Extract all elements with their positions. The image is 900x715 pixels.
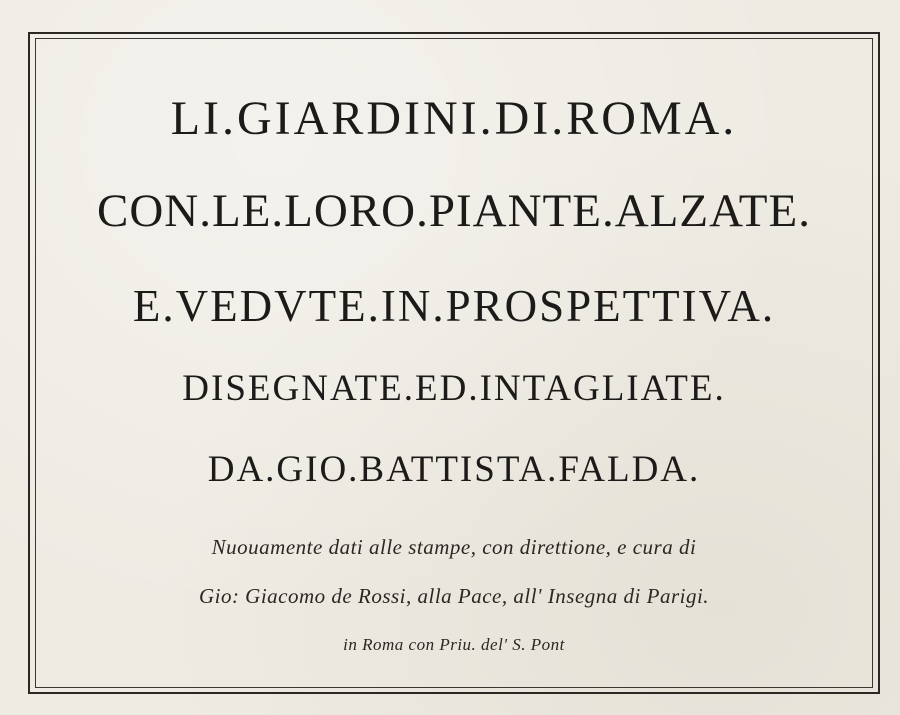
title-line-2: CON.LE.LORO.PIANTE.ALZATE. [97,185,811,237]
title-line-5: DA.GIO.BATTISTA.FALDA. [207,449,701,490]
title-line-1: LI.GIARDINI.DI.ROMA. [170,92,738,145]
imprint-line-3: in Roma con Priu. del' S. Pont [343,635,565,654]
imprint-line-2: Gio: Giacomo de Rossi, alla Pace, all' Insegna di Parigi. [198,584,710,608]
title-line-3: E.VEDVTE.IN.PROSPETTIVA. [132,281,776,331]
title-line-4: DISEGNATE.ED.INTAGLIATE. [182,368,726,409]
imprint-line-1: Nuouamente dati alle stampe, con direttione, e cura di [211,535,697,559]
